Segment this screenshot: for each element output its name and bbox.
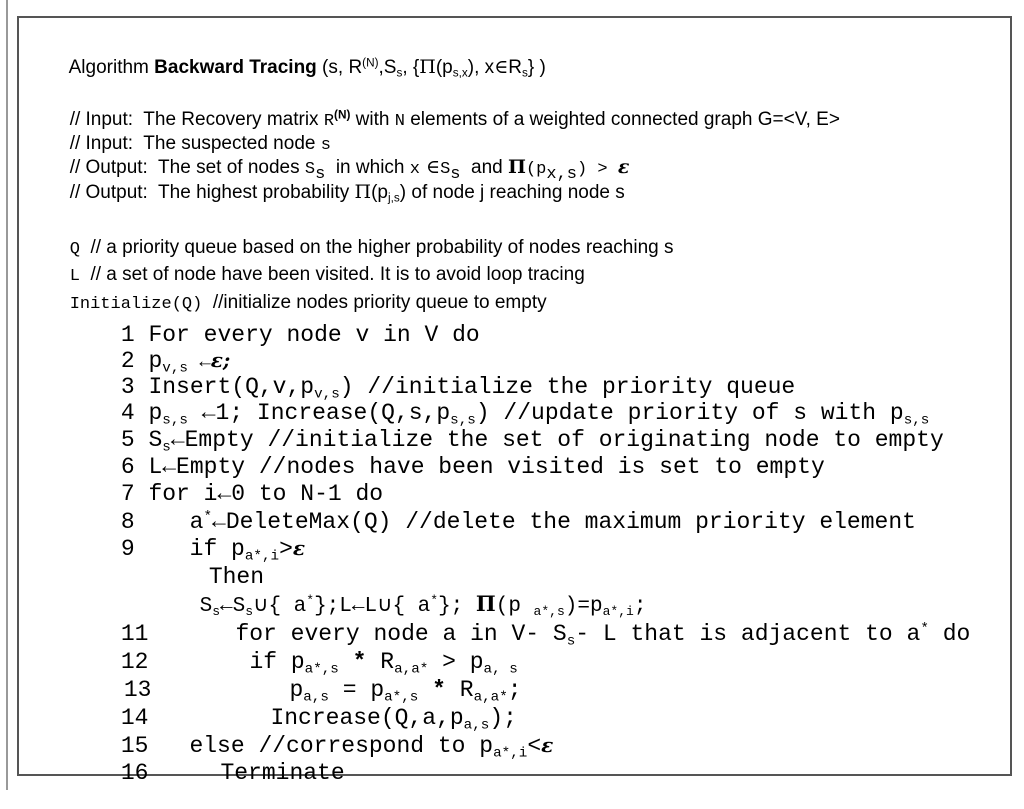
output-line-1: // Output: The set of nodes $S_s$ in which x $\in S_s$ and $\Pi(p_{x,s}) > \varepsilon$ xyxy=(69,156,630,185)
code-line-16: 16 Terminate xyxy=(120,760,345,786)
code-line-12: 12 if $p_{a*,s} * R_{a,a*} > p_{a, s}$ xyxy=(120,649,518,678)
code-line-9: 9 if $p_{a*,i}>\varepsilon$ xyxy=(120,536,306,565)
code-line-10: $S_s\leftarrow S_s\cup${ a*};L←L∪{ a*}; Π(p $_{a*,s})=p_{a*,i}$; xyxy=(199,591,647,619)
code-then: Then xyxy=(208,564,265,590)
decl-initialize: Initialize(Q) //initialize nodes priority queue to empty xyxy=(69,292,547,314)
algorithm-box xyxy=(17,16,1012,786)
code-line-7: 7 for i←0 to N-1 do xyxy=(120,481,384,507)
code-line-15: 15 else //correspond to $p_{a*,i}<\varepsilon$ xyxy=(120,733,554,762)
left-margin-line xyxy=(6,0,8,790)
decl-queue: Q // a priority queue based on the higher probability of nodes reaching s xyxy=(69,237,674,259)
input-line-2: // Input: The suspected node s xyxy=(69,133,331,155)
input-line-1: // Input: The Recovery matrix $R^{(N)}$ with N elements of a weighted connected graph G=<V, E> xyxy=(69,108,840,131)
code-line-5: 5 $S_s\leftarrow Empty$ //initialize the set of originating node to empty xyxy=(120,427,944,456)
code-line-6: 6 L←Empty //nodes have been visited is set to empty xyxy=(120,454,825,480)
code-line-2: 2 $p_{v,s}$ ←ε; xyxy=(120,348,231,377)
code-line-3: 3 $Insert(Q,v,p_{v,s})$ //initialize the priority queue xyxy=(120,374,796,403)
header-prefix: Algorithm xyxy=(68,57,155,78)
decl-visited: L // a set of node have been visited. It is to avoid loop tracing xyxy=(69,264,585,286)
algorithm-header: Algorithm Backward Tracing (s, $R^{(N)},S_s$, {$\Pi(p_{s,x})$, $x\in R_s$} ) xyxy=(68,56,546,80)
code-line-13: 13 $p_{a,s} = p_{a*,s} * R_{a,a*}$; xyxy=(123,677,522,706)
code-line-8: 8 a*←DeleteMax(Q) //delete the maximum priority element xyxy=(120,509,916,535)
code-line-1: 1 For every node v in V do xyxy=(120,322,480,348)
code-line-11: 11 for every node a in V- $S_s-$ L that is adjacent to a* do xyxy=(120,621,971,650)
algorithm-name: Backward Tracing xyxy=(154,57,317,78)
code-line-14: 14 $Increase(Q,a,p_{a,s})$; xyxy=(120,705,517,734)
code-line-4: 4 $p_{s,s}$ ←1; $Increase(Q,s,p_{s,s})$ //update priority of s with $p_{s,s}$ xyxy=(120,400,930,429)
output-line-2: // Output: The highest probability $\Pi(p_{j,s})$ of node j reaching node s xyxy=(69,181,625,205)
